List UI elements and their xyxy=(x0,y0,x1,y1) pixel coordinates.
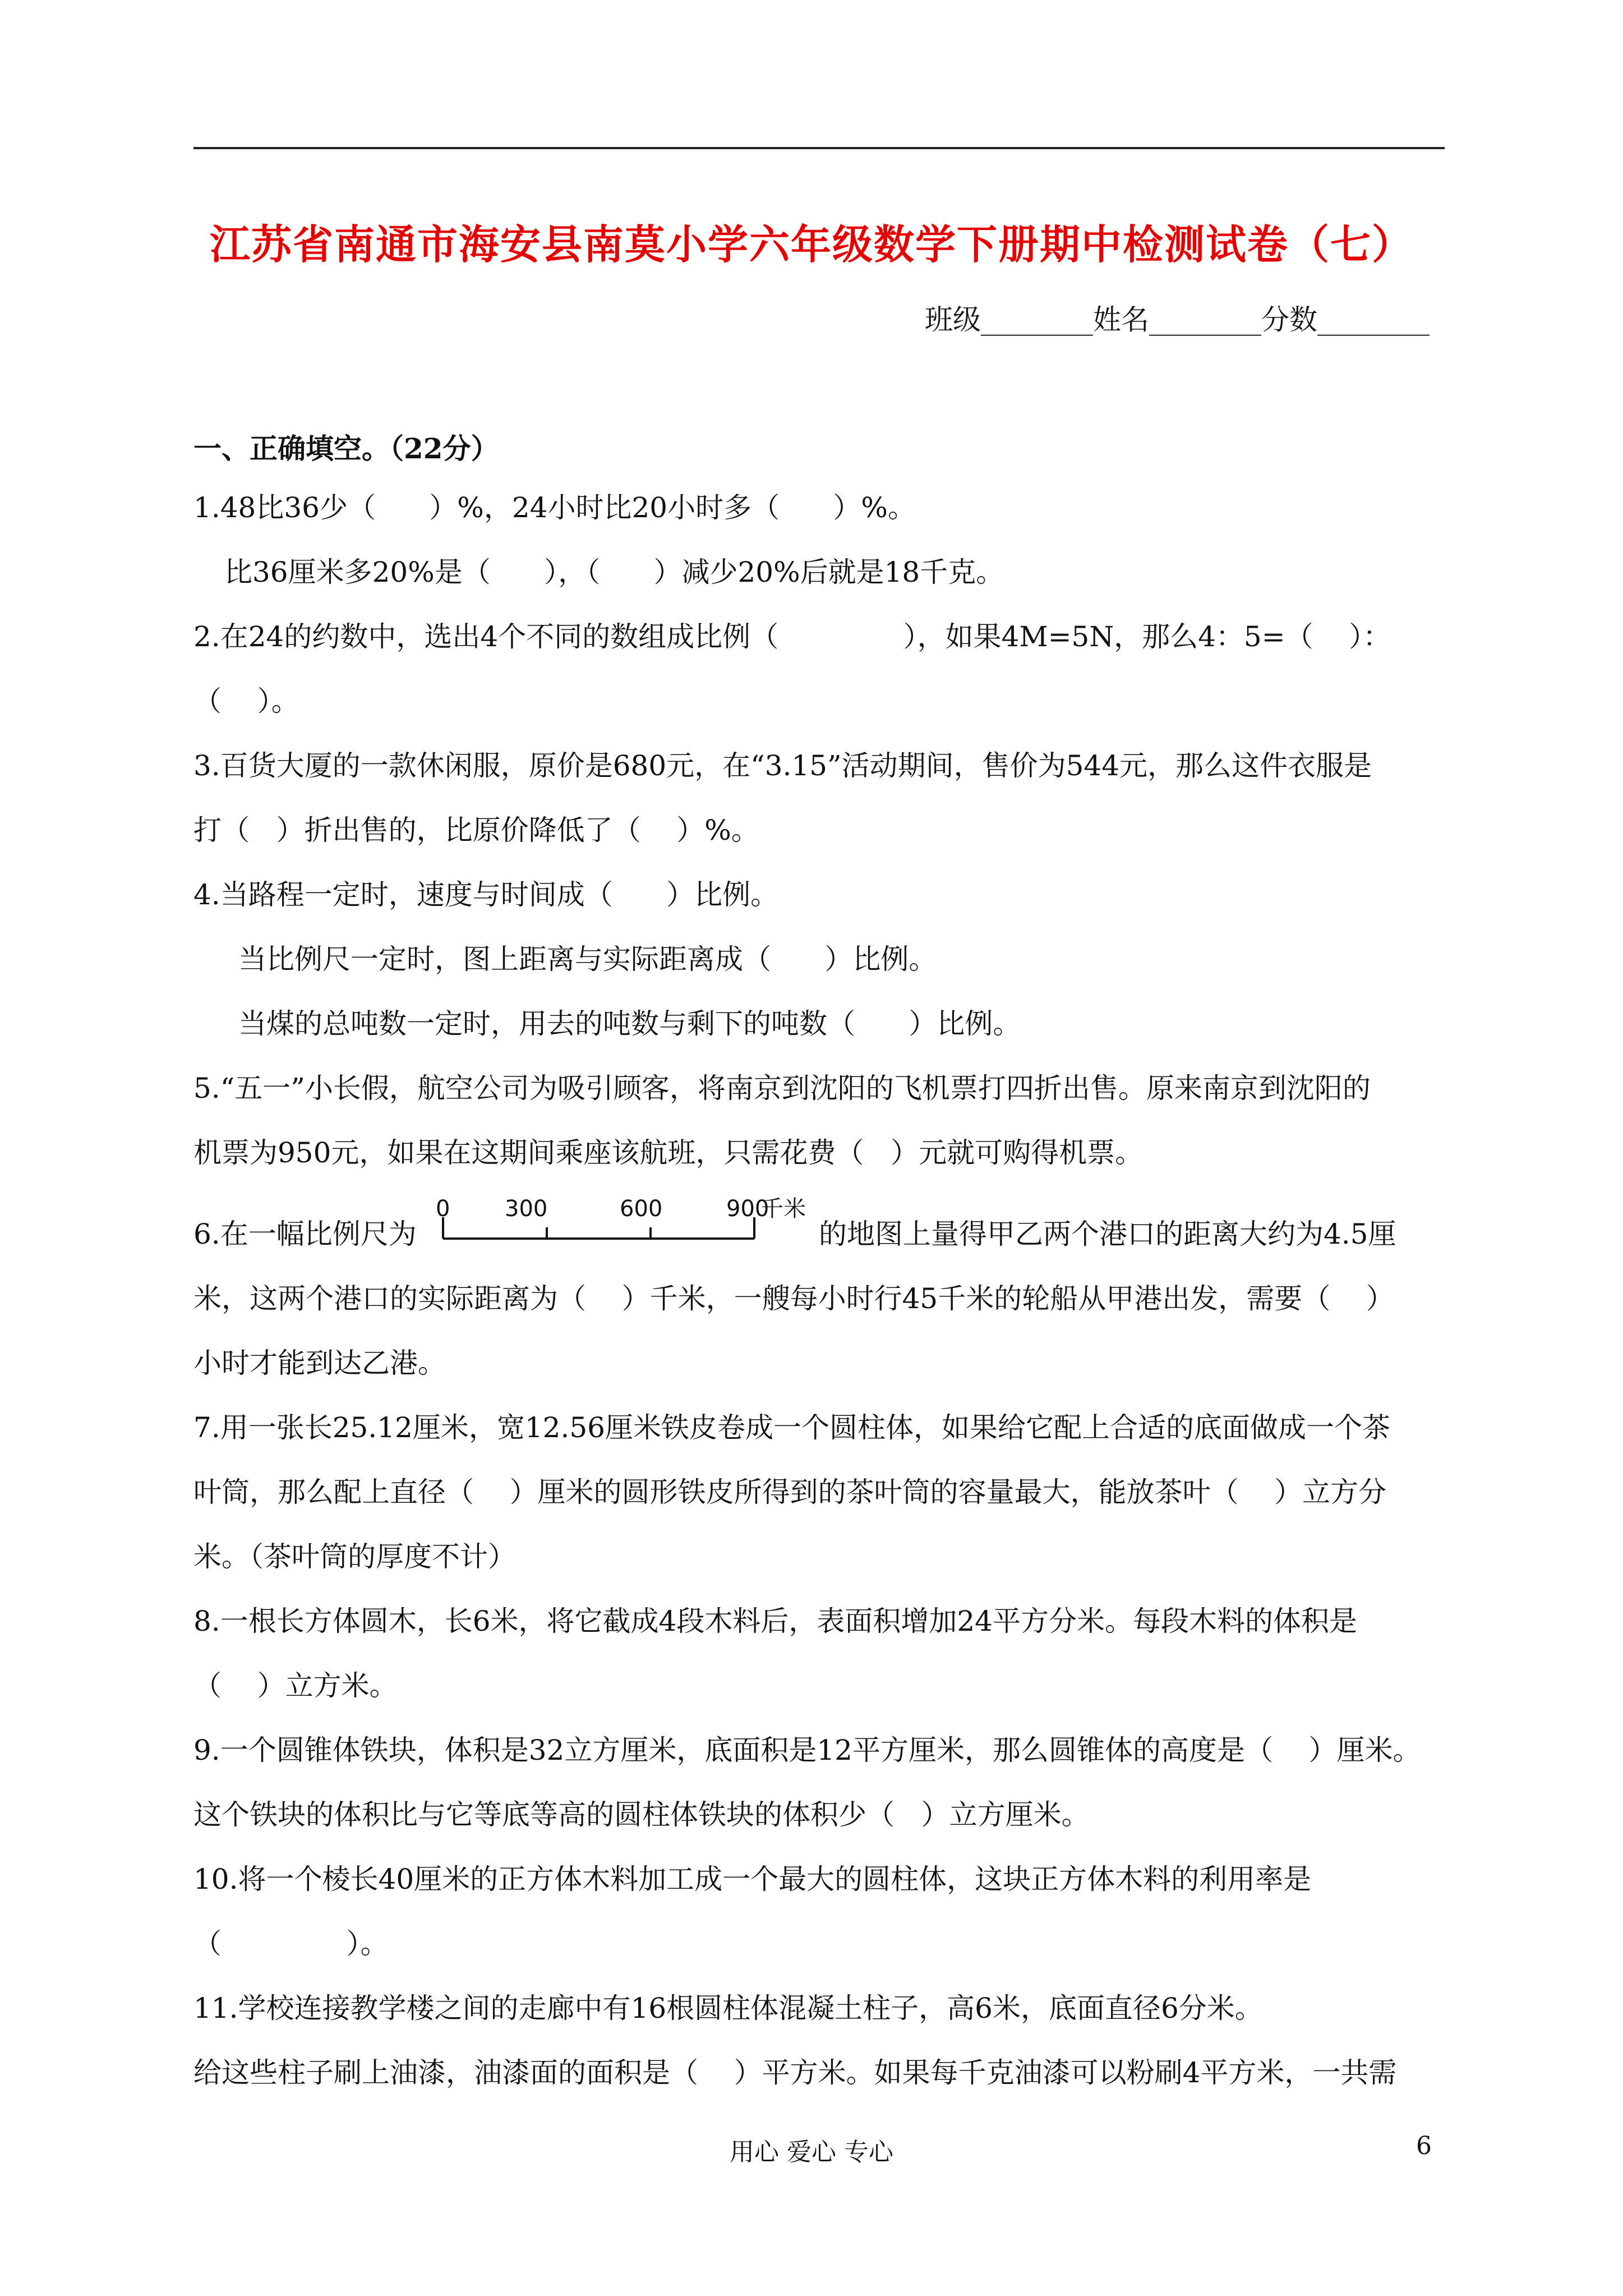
question-1-line-2: 比36厘米多20%是（ ），（ ）减少20%后就是18千克。 xyxy=(224,556,1004,588)
scale-unit-label: 千米 xyxy=(761,1196,806,1222)
scale-label-0: 0 xyxy=(436,1196,450,1222)
question-10-line-2: （ ）。 xyxy=(193,1927,389,1960)
question-11-line-2: 给这些柱子刷上油漆，油漆面的面积是（ ）平方米。如果每千克油漆可以粉刷4平方米，一共需 xyxy=(193,2056,1397,2089)
question-1-line-1: 1.48比36少（ ）%，24小时比20小时多（ ）%。 xyxy=(193,491,916,524)
question-4-line-3: 当煤的总吨数一定时，用去的吨数与剩下的吨数（ ）比例。 xyxy=(238,1007,1021,1040)
page-number: 6 xyxy=(1416,2132,1432,2160)
question-4-line-1: 4.当路程一定时，速度与时间成（ ）比例。 xyxy=(193,878,779,911)
question-5-line-2: 机票为950元，如果在这期间乘座该航班，只需花费（ ）元就可购得机票。 xyxy=(193,1137,1144,1169)
map-scale-bar xyxy=(435,1195,816,1248)
question-6-line-2: 米，这两个港口的实际距离为（ ）千米，一艘每小时行45千米的轮船从甲港出发，需要（ ） xyxy=(193,1282,1394,1315)
question-3-line-2: 打（ ）折出售的，比原价降低了（ ）%。 xyxy=(193,814,759,846)
scale-label-900: 900 xyxy=(726,1196,769,1222)
question-7-line-2: 叶筒，那么配上直径（ ）厘米的圆形铁皮所得到的茶叶筒的容量最大，能放茶叶（ ）立方分 xyxy=(193,1476,1387,1508)
question-7-line-3: 米。（茶叶筒的厚度不计） xyxy=(193,1540,516,1573)
question-5-line-1: 5.“五一”小长假，航空公司为吸引顾客，将南京到沈阳的飞机票打四折出售。原来南京到沈阳的 xyxy=(193,1072,1371,1105)
scale-label-300: 300 xyxy=(505,1196,548,1222)
page-title: 江苏省南通市海安县南莫小学六年级数学下册期中检测试卷（七） xyxy=(209,220,1413,268)
footer-motto: 用心 爱心 专心 xyxy=(730,2138,893,2166)
question-6-line-1a: 6.在一幅比例尺为 xyxy=(193,1218,417,1250)
question-11-line-1: 11.学校连接教学楼之间的走廊中有16根圆柱体混凝土柱子，高6米，底面直径6分米。 xyxy=(193,1992,1263,2024)
question-9-line-1: 9.一个圆锥体铁块，体积是32立方厘米，底面积是12平方厘米，那么圆锥体的高度是（ ）厘米。 xyxy=(193,1734,1421,1766)
question-8-line-2: （ ）立方米。 xyxy=(193,1669,398,1702)
question-3-line-1: 3.百货大厦的一款休闲服，原价是680元，在“3.15”活动期间，售价为544元，那么这件衣服是 xyxy=(193,749,1372,782)
top-rule xyxy=(193,147,1445,149)
question-4-line-2: 当比例尺一定时，图上距离与实际距离成（ ）比例。 xyxy=(238,943,937,976)
question-6-line-1b: 的地图上量得甲乙两个港口的距离大约为4.5厘 xyxy=(819,1218,1396,1250)
section-heading-1: 一、正确填空。（22分） xyxy=(193,432,499,465)
question-2-line-1: 2.在24的约数中，选出4个不同的数组成比例（ ），如果4M=5N，那么4：5=（ ）： xyxy=(193,620,1391,653)
question-6-line-3: 小时才能到达乙港。 xyxy=(193,1347,446,1379)
scale-label-600: 600 xyxy=(620,1196,663,1222)
question-8-line-1: 8.一根长方体圆木，长6米，将它截成4段木料后，表面积增加24平方分米。每段木料的体积是 xyxy=(193,1605,1357,1637)
question-2-line-2: （ ）。 xyxy=(193,685,299,717)
question-7-line-1: 7.用一张长25.12厘米，宽12.56厘米铁皮卷成一个圆柱体，如果给它配上合适的底面做成一个茶 xyxy=(193,1411,1390,1444)
question-10-line-1: 10.将一个棱长40厘米的正方体木料加工成一个最大的圆柱体，这块正方体木料的利用率是 xyxy=(193,1863,1312,1895)
question-9-line-2: 这个铁块的体积比与它等底等高的圆柱体铁块的体积少（ ）立方厘米。 xyxy=(193,1798,1090,1831)
student-info-line: 班级________姓名________分数________ xyxy=(925,303,1430,336)
